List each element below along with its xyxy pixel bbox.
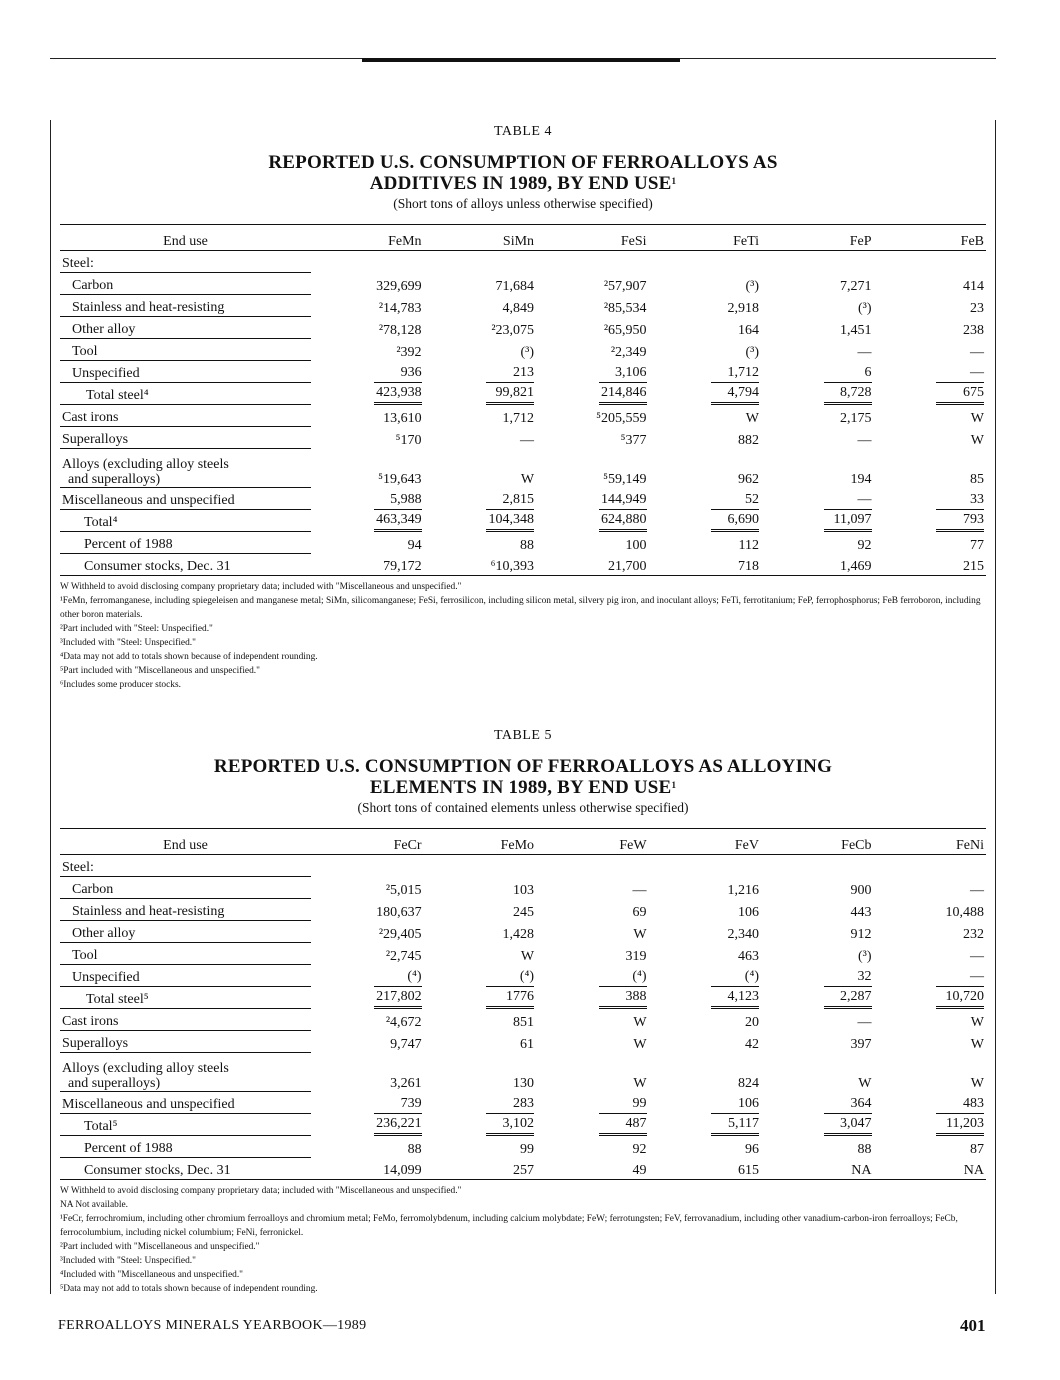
cell: W [858,1075,872,1091]
cell: ²57,907 [603,278,647,294]
cell: 718 [649,554,761,576]
table-row [60,449,986,488]
top-rule-accent [362,58,680,62]
table-row [60,1136,986,1158]
column-header: FeCb [761,829,873,855]
cell: 245 [513,904,535,920]
cell: (³) [745,278,760,294]
row-label: Miscellaneous and unspecified [60,488,311,510]
left-margin-rule [50,120,51,1294]
column-header: FeSi [536,225,648,251]
cell: 96 [745,1141,760,1157]
cell: 99 [520,1141,535,1157]
cell: 213 [486,365,534,383]
row-label: Percent of 1988 [60,1136,311,1158]
table-5-subtitle: (Short tons of contained elements unless otherwise specified) [357,800,689,815]
cell: — [632,882,647,898]
cell: (⁴) [486,969,534,987]
row-label: Unspecified [60,965,311,987]
row-label: Consumer stocks, Dec. 31 [60,1158,311,1180]
footnote: ³Included with "Steel: Unspecified." [60,638,196,648]
cell: 10,488 [945,904,984,920]
cell: 2,918 [727,300,760,316]
table-4-block [60,124,986,692]
cell: 1,216 [727,882,760,898]
cell: 3,261 [390,1075,422,1091]
footnote: NA Not available. [60,1200,128,1210]
cell: (³) [520,344,535,360]
row-label: Tool [60,943,311,965]
column-header: FeMn [311,225,423,251]
cell: 2,340 [727,926,760,942]
row-label: Steel: [60,251,311,273]
cell: 144,949 [599,492,647,510]
cell: (⁴) [711,969,759,987]
cell: 99,821 [486,385,534,405]
column-header: FeB [874,225,987,251]
cell: 1,712 [502,410,535,426]
cell: 11,097 [824,512,872,532]
cell: 912 [850,926,872,942]
cell: 104,348 [486,512,534,532]
table-row [60,1031,986,1053]
column-header: FeV [649,829,761,855]
cell: 238 [963,322,984,338]
row-label: Superalloys [60,427,311,449]
cell: 77 [970,537,984,553]
cell: 106 [738,904,760,920]
cell: ²14,783 [378,300,422,316]
cell: 1,451 [840,322,872,338]
cell: 13,610 [383,410,422,426]
cell: 10,720 [936,989,984,1009]
table-4-subtitle: (Short tons of alloys unless otherwise specified) [393,196,653,211]
cell: 87 [970,1141,984,1157]
cell: (³) [857,948,872,964]
table-row [60,510,986,532]
cell: 423,938 [374,385,422,405]
table-5-caption: TABLE 5 [494,728,552,743]
table-row [60,943,986,965]
cell: 92 [857,537,872,553]
cell: — [857,1014,872,1030]
cell: 112 [738,537,760,553]
cell: 364 [824,1096,872,1114]
cell: 194 [850,471,872,487]
cell: 106 [711,1096,759,1114]
cell: ⁵170 [395,432,422,448]
footnote: W Withheld to avoid disclosing company proprietary data; included with "Miscellaneous and unspecified." [60,1186,462,1196]
cell: 329,699 [376,278,422,294]
row-label: Alloys (excluding alloy steels and superalloys) [60,1053,311,1092]
table-row [60,339,986,361]
cell: 962 [738,471,760,487]
cell: W [633,1075,647,1091]
cell: ⁵205,559 [596,410,647,426]
cell: 1,469 [761,554,873,576]
table-5-footnotes [60,1184,986,1296]
table-row [60,877,986,899]
cell: 33 [936,492,984,510]
cell: W [520,948,535,964]
row-label: Carbon [60,273,311,295]
cell: W [970,1014,984,1030]
footnote: ¹FeCr, ferrochromium, including other chromium ferroalloys and chromium metal; FeMo, ferromolybdenum, including calcium molybdate; FeW; ferrotungsten; FeV, ferrovanadium, including other vanadium-carbon-iron ferroalloys; FeCb, ferrocolumbium, including nickel columbium; FeNi, ferronickel. [60,1214,958,1238]
cell: 61 [520,1036,535,1052]
cell: W [633,1014,647,1030]
cell: 1,712 [711,365,759,383]
cell: — [970,882,984,898]
table-5 [60,828,986,1180]
column-header: FeTi [649,225,761,251]
cell: W [970,1075,984,1091]
cell: 21,700 [536,554,648,576]
table-5-block [60,728,986,1296]
cell: 463 [738,948,760,964]
row-label: Total steel⁴ [60,383,311,405]
cell: — [936,969,984,987]
cell: NA [761,1158,873,1180]
cell: 232 [963,926,984,942]
cell: 88 [407,1141,422,1157]
cell: ⁵19,643 [378,471,422,487]
running-footer: FERROALLOYS MINERALS YEARBOOK—1989 [58,1318,367,1333]
column-header: FeW [536,829,648,855]
table-row [60,1158,986,1180]
table-row [60,488,986,510]
table-row [60,554,986,576]
cell: ²392 [396,344,422,360]
table-4-footnotes [60,580,986,692]
cell: — [857,344,872,360]
cell: (³) [745,344,760,360]
cell: — [970,344,984,360]
row-label: Total⁵ [60,1114,311,1136]
table-4-title [60,152,986,194]
cell: 624,880 [599,512,647,532]
table-row [60,405,986,427]
cell: 414 [963,278,984,294]
cell: 882 [738,432,760,448]
cell: 463,349 [374,512,422,532]
cell: 4,794 [711,385,759,405]
cell: 936 [374,365,422,383]
column-header: End use [60,225,311,251]
table-row [60,361,986,383]
column-header: FeMo [424,829,536,855]
row-label: Cast irons [60,1009,311,1031]
cell: 4,849 [502,300,535,316]
cell: 739 [374,1096,422,1114]
table-row [60,251,986,273]
cell: 3,106 [599,365,647,383]
table-row [60,532,986,554]
cell: 8,728 [824,385,872,405]
cell: W [970,410,984,426]
cell: 793 [936,512,984,532]
cell: 217,802 [374,989,422,1009]
table-row [60,273,986,295]
row-label: Other alloy [60,317,311,339]
table-4-caption: TABLE 4 [494,124,552,139]
cell: 9,747 [390,1036,422,1052]
cell: ⁶10,393 [424,554,536,576]
cell: W [633,926,647,942]
cell: W [745,410,760,426]
page-number: 401 [960,1316,986,1335]
column-header: SiMn [424,225,536,251]
table-row [60,987,986,1009]
cell: 5,117 [711,1116,759,1136]
cell: W [970,1036,984,1052]
cell: 42 [745,1036,760,1052]
cell: 88 [857,1141,872,1157]
cell: 103 [513,882,535,898]
table-5-title-line2: ELEMENTS IN 1989, BY END USE$^1$ [369,777,677,798]
cell: 6,690 [711,512,759,532]
footnote: W Withheld to avoid disclosing company proprietary data; included with "Miscellaneous and unspecified." [60,582,462,592]
row-label: Other alloy [60,921,311,943]
cell: 283 [486,1096,534,1114]
table-4-header-row [60,225,986,251]
row-label: Tool [60,339,311,361]
cell: W [970,432,984,448]
row-label: Carbon [60,877,311,899]
cell: 319 [625,948,647,964]
column-header: End use [60,829,311,855]
cell: ⁵59,149 [603,471,647,487]
table-row [60,1053,986,1092]
table-row [60,295,986,317]
cell: ²29,405 [378,926,422,942]
cell: 92 [632,1141,647,1157]
table-row [60,427,986,449]
cell: 851 [513,1014,535,1030]
cell: 1776 [486,989,534,1009]
row-label: Stainless and heat-resisting [60,899,311,921]
footnote: ³Included with "Steel: Unspecified." [60,1256,196,1266]
column-header: FeNi [874,829,987,855]
cell: ²65,950 [603,322,647,338]
cell: 487 [599,1116,647,1136]
table-row [60,855,986,877]
footnote: ²Part included with "Steel: Unspecified." [60,624,213,634]
cell: 71,684 [495,278,535,294]
cell: 88 [520,537,535,553]
cell: 23 [970,300,984,316]
footnote: ¹FeMn, ferromanganese, including spiegeleisen and manganese metal; SiMn, silicomanganese; FeSi, ferrosilicon, including silicon metal, silvery pig iron, and inoculant alloys; FeTi, ferrotitanium; FeP, ferrophosphorus; FeB ferroboron, including other boron materials. [60,596,981,620]
row-label: Consumer stocks, Dec. 31 [60,554,311,576]
cell: 49 [536,1158,648,1180]
cell: 52 [711,492,759,510]
cell: ²2,349 [610,344,647,360]
cell: — [520,432,535,448]
cell: 6 [824,365,872,383]
cell: 3,102 [486,1116,534,1136]
table-row [60,921,986,943]
row-label: Cast irons [60,405,311,427]
cell: — [857,432,872,448]
cell: (⁴) [374,969,422,987]
table-row [60,1092,986,1114]
table-row [60,899,986,921]
cell: 215 [874,554,987,576]
footnote: ⁶Includes some producer stocks. [60,680,181,690]
cell: 4,123 [711,989,759,1009]
table-4-title-line2: ADDITIVES IN 1989, BY END USE$^1$ [369,173,677,194]
row-label: Stainless and heat-resisting [60,295,311,317]
cell: 615 [649,1158,761,1180]
cell: ²5,015 [385,882,422,898]
row-label: Superalloys [60,1031,311,1053]
row-label: Percent of 1988 [60,532,311,554]
table-5-title-line1: REPORTED U.S. CONSUMPTION OF FERROALLOYS AS ALLOYING [213,756,833,777]
cell: 3,047 [824,1116,872,1136]
cell: 257 [424,1158,536,1180]
footnote: ⁴Included with "Miscellaneous and unspecified." [60,1270,244,1280]
table-row [60,1114,986,1136]
cell: (³) [857,300,872,316]
table-5-header-row [60,829,986,855]
cell: 1,428 [502,926,535,942]
cell: 20 [745,1014,760,1030]
cell: 2,815 [486,492,534,510]
cell: ²78,128 [378,322,422,338]
cell: 130 [513,1075,535,1091]
column-header: FeCr [311,829,423,855]
cell: 32 [824,969,872,987]
cell: 388 [599,989,647,1009]
cell: 483 [936,1096,984,1114]
cell: 180,637 [376,904,422,920]
table-4 [60,224,986,576]
right-margin-rule [995,120,996,1294]
table-row [60,1009,986,1031]
cell: 443 [850,904,872,920]
cell: — [824,492,872,510]
cell: W [633,1036,647,1052]
footnote: ⁵Data may not add to totals shown because of independent rounding. [60,1284,318,1294]
cell: NA [874,1158,987,1180]
cell: — [936,365,984,383]
cell: 100 [625,537,647,553]
cell: 69 [632,904,647,920]
footnote: ⁵Part included with "Miscellaneous and unspecified." [60,666,260,676]
row-label: Steel: [60,855,311,877]
row-label: Total steel⁵ [60,987,311,1009]
cell: 900 [850,882,872,898]
footnote: ²Part included with "Miscellaneous and unspecified." [60,1242,260,1252]
row-label: Total⁴ [60,510,311,532]
cell: 7,271 [840,278,872,294]
cell: ²2,745 [385,948,422,964]
cell: 824 [738,1075,760,1091]
cell: 236,221 [374,1116,422,1136]
cell: 85 [970,471,984,487]
table-4-title-line1: REPORTED U.S. CONSUMPTION OF FERROALLOYS AS [268,152,778,173]
cell: 94 [407,537,422,553]
cell: 2,175 [840,410,872,426]
table-row [60,965,986,987]
column-header: FeP [761,225,873,251]
table-5-title [60,756,986,798]
row-label: Unspecified [60,361,311,383]
cell: 675 [936,385,984,405]
cell: 11,203 [936,1116,984,1136]
cell: ²85,534 [603,300,647,316]
cell: 2,287 [824,989,872,1009]
cell: W [520,471,535,487]
row-label: Alloys (excluding alloy steels and superalloys) [60,449,311,488]
cell: 14,099 [311,1158,423,1180]
cell: ⁵377 [620,432,647,448]
row-label: Miscellaneous and unspecified [60,1092,311,1114]
cell: 164 [738,322,760,338]
cell: 214,846 [599,385,647,405]
cell: — [970,948,984,964]
cell: 397 [850,1036,872,1052]
table-row [60,317,986,339]
cell: (⁴) [599,969,647,987]
cell: ²23,075 [491,322,535,338]
cell: 79,172 [311,554,423,576]
cell: ²4,672 [385,1014,422,1030]
table-row [60,383,986,405]
cell: 5,988 [374,492,422,510]
footnote: ⁴Data may not add to totals shown because of independent rounding. [60,652,318,662]
cell: 99 [599,1096,647,1114]
